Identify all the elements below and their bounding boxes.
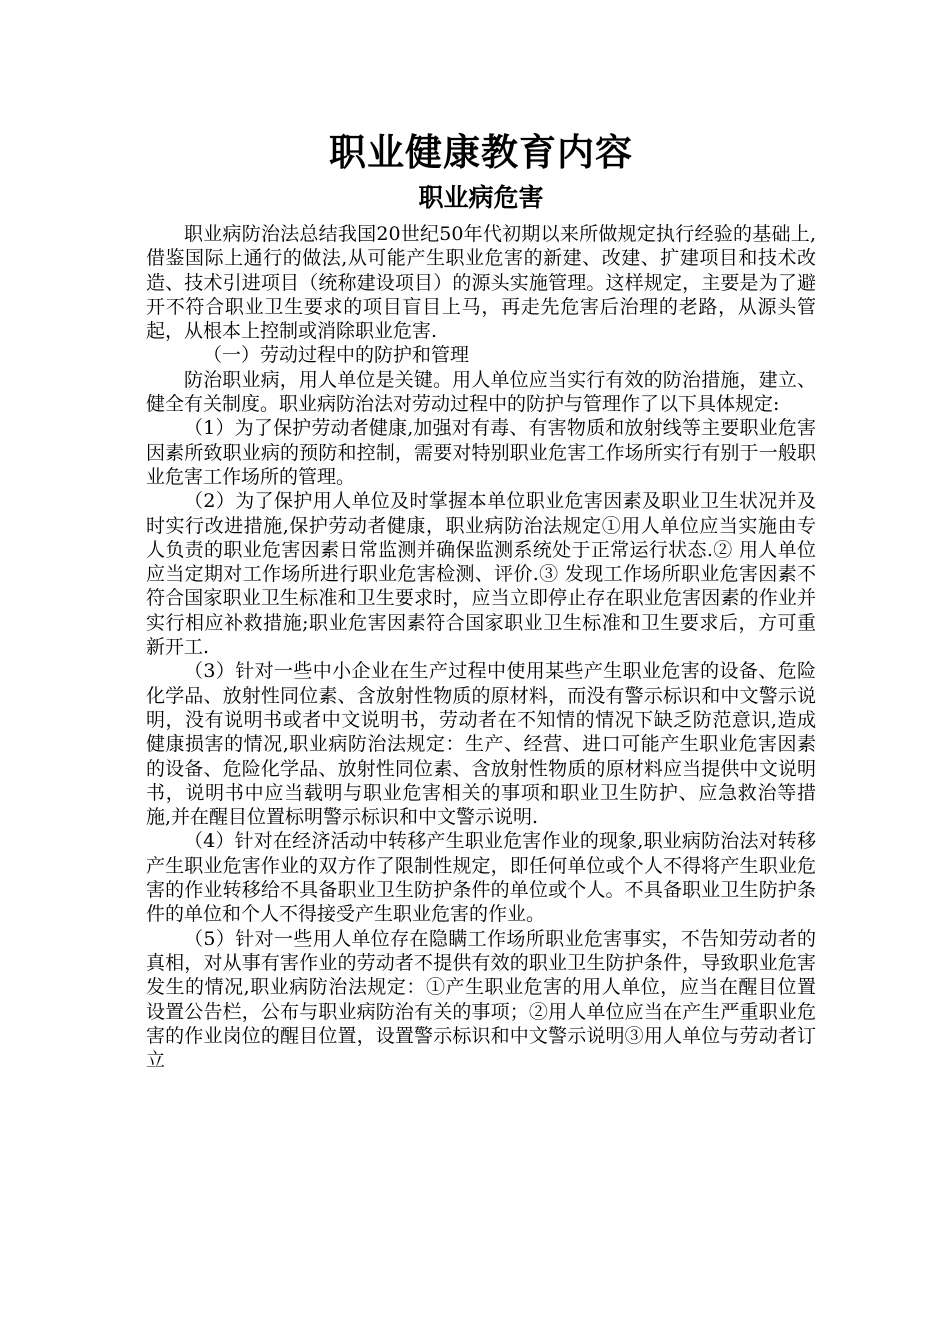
section-heading: （一）劳动过程中的防护和管理 [203,344,470,367]
regulation-item-4: （4）针对在经济活动中转移产生职业危害作业的现象,职业病防治法对转移产生职业危害作业的双方作了限制性规定，即任何单位或个人不得将产生职业危害的作业转移给不具备职业卫生防护条件的单位或个人。不具备职业卫生防护条件的单位和个人不得接受产生职业危害的作业。 [146,830,816,926]
intro-paragraph: 职业病防治法总结我国20世纪50年代初期以来所做规定执行经验的基础上,借鉴国际上通行的做法,从可能产生职业危害的新建、改建、扩建项目和技术改造、技术引进项目（统称建设项目）的源头实施管理。这样规定，主要是为了避开不符合职业卫生要求的项目盲目上马，再走先危害后治理的老路，从源头管起，从根本上控制或消除职业危害. [146,223,816,343]
regulation-item-3: （3）针对一些中小企业在生产过程中使用某些产生职业危害的设备、危险化学品、放射性同位素、含放射性物质的原材料，而没有警示标识和中文警示说明，没有说明书或者中文说明书，劳动者在不知情的情况下缺乏防范意识,造成健康损害的情况,职业病防治法规定：生产、经营、进口可能产生职业危害因素的设备、危险化学品、放射性同位素、含放射性物质的原材料应当提供中文说明书，说明书中应当载明与职业危害相关的事项和职业卫生防护、应急救治等措施,并在醒目位置标明警示标识和中文警示说明. [146,660,816,829]
regulation-item-5: （5）针对一些用人单位存在隐瞒工作场所职业危害事实，不告知劳动者的真相，对从事有害作业的劳动者不提供有效的职业卫生防护条件，导致职业危害发生的情况,职业病防治法规定：①产生职业危害的用人单位，应当在醒目位置设置公告栏，公布与职业病防治有关的事项；②用人单位应当在产生严重职业危害的作业岗位的醒目位置，设置警示标识和中文警示说明③用人单位与劳动者订立 [146,927,816,1072]
regulation-item-1: （1）为了保护劳动者健康,加强对有毒、有害物质和放射线等主要职业危害因素所致职业病的预防和控制，需要对特别职业危害工作场所实行有别于一般职业危害工作场所的管理。 [146,417,816,488]
document-body [146,126,816,1072]
document-subtitle: 职业病危害 [418,183,544,212]
section-intro-paragraph: 防治职业病，用人单位是关键。用人单位应当实行有效的防治措施，建立、健全有关制度。职业病防治法对劳动过程中的防护与管理作了以下具体规定: [146,368,816,416]
regulation-item-2: （2）为了保护用人单位及时掌握本单位职业危害因素及职业卫生状况并及时实行改进措施,保护劳动者健康，职业病防治法规定①用人单位应当实施由专人负责的职业危害因素日常监测并确保监测系统处于正常运行状态.② 用人单位应当定期对工作场所进行职业危害检测、评价.③ 发现工作场所职业危害因素不符合国家职业卫生标准和卫生要求时，应当立即停止存在职业危害因素的作业并实行相应补救措施;职业危害因素符合国家职业卫生标准和卫生要求后，方可重新开工. [146,490,816,659]
document-title: 职业健康教育内容 [329,130,633,174]
